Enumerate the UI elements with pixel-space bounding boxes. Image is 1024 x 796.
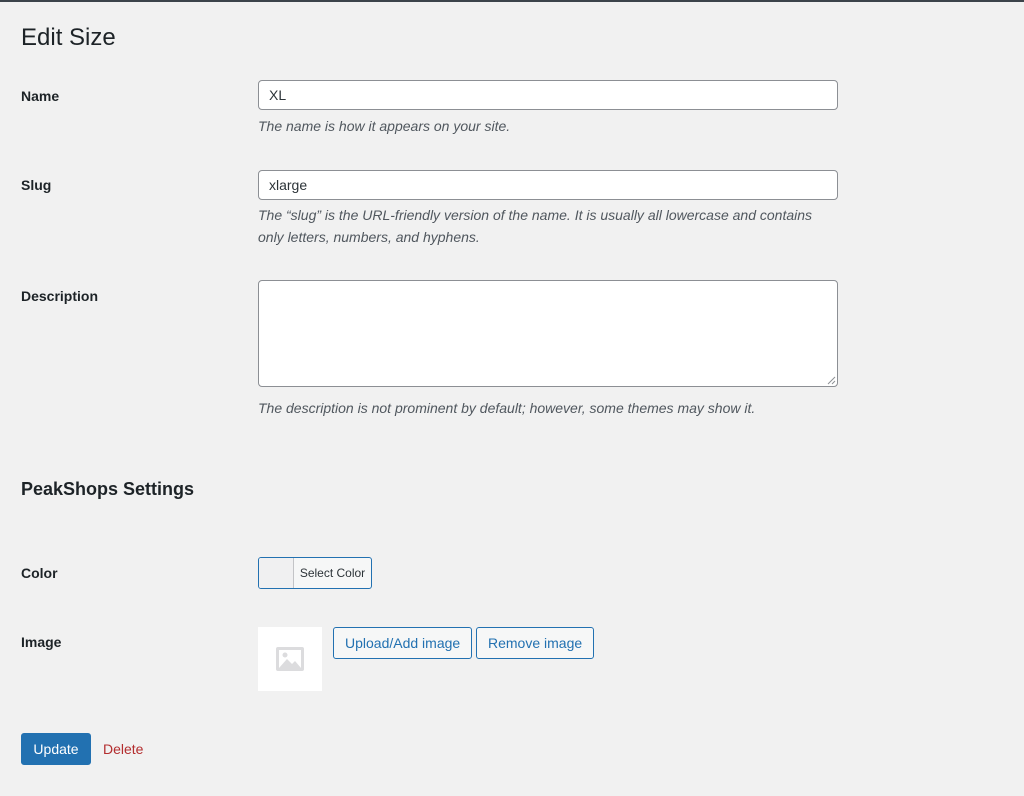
name-help: The name is how it appears on your site. <box>258 118 511 134</box>
description-help: The description is not prominent by default; however, some themes may show it. <box>258 400 756 416</box>
slug-label: Slug <box>21 177 52 193</box>
name-label: Name <box>21 88 60 104</box>
remove-image-button[interactable]: Remove image <box>476 627 594 659</box>
description-label: Description <box>21 288 99 304</box>
slug-help: The “slug” is the URL-friendly version of the name. It is usually all lowercase and contains only letters, numbers, and hyphens. <box>258 207 813 245</box>
resize-grip-icon[interactable] <box>826 375 836 385</box>
select-color-button[interactable] <box>258 557 372 589</box>
slug-input[interactable] <box>258 170 838 200</box>
update-button[interactable]: Update <box>21 733 91 765</box>
image-thumbnail <box>258 627 322 691</box>
color-swatch <box>259 558 294 588</box>
delete-link[interactable]: Delete <box>103 741 144 757</box>
image-label: Image <box>21 634 62 650</box>
color-label: Color <box>21 565 58 581</box>
description-textarea[interactable] <box>258 280 838 387</box>
select-color-label: Select Color <box>299 566 366 580</box>
name-input[interactable] <box>258 80 838 110</box>
image-placeholder-icon <box>275 646 305 672</box>
upload-image-button[interactable]: Upload/Add image <box>333 627 472 659</box>
top-border <box>0 0 1024 2</box>
section-title: PeakShops Settings <box>21 479 195 499</box>
page-title: Edit Size <box>21 24 116 51</box>
